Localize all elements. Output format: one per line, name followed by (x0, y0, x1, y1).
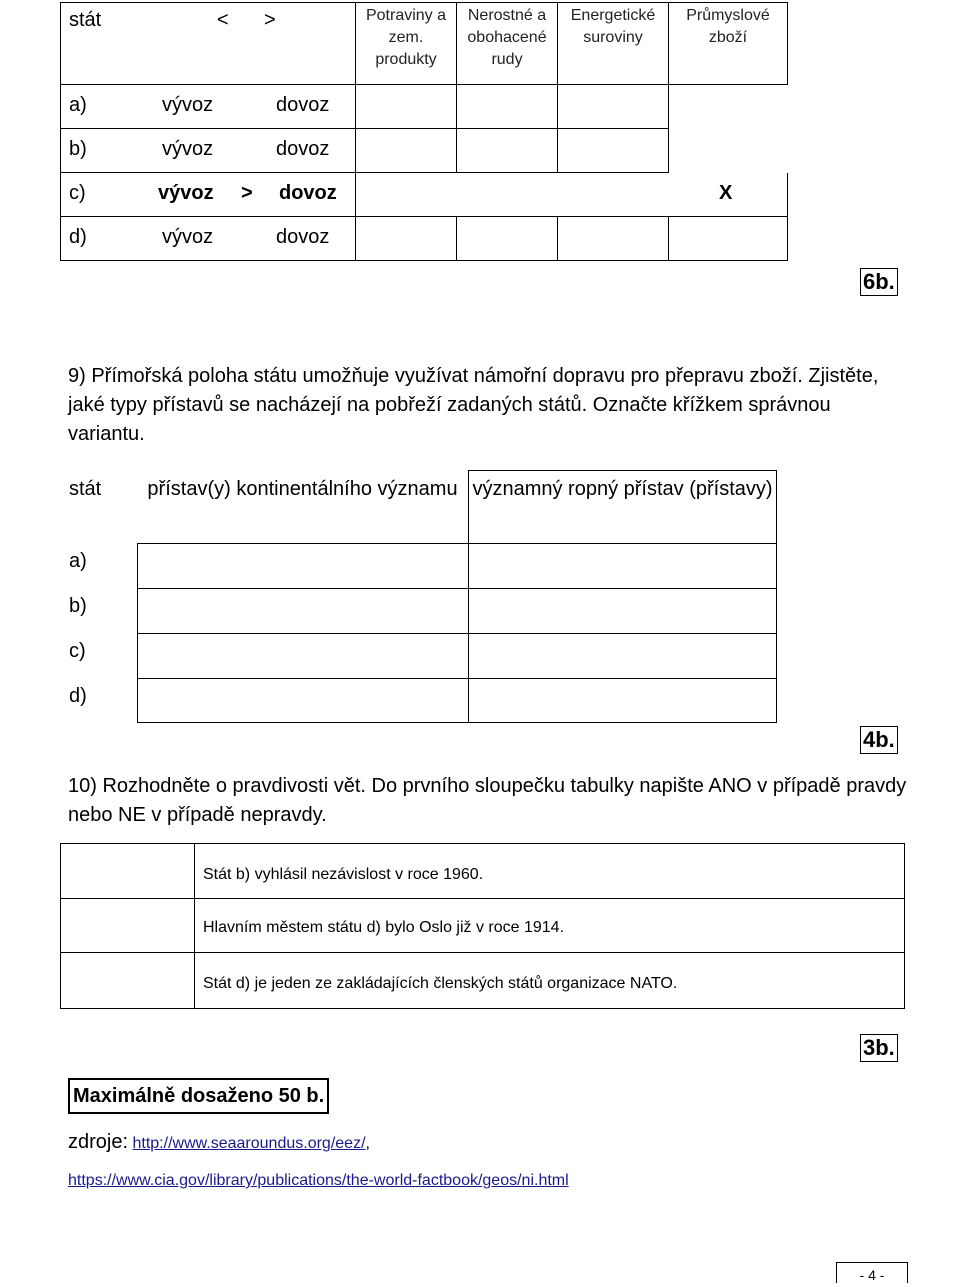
cell-empty (356, 85, 457, 129)
answer-cell[interactable] (61, 844, 195, 899)
sources-line-2 (68, 1172, 569, 1190)
cell-empty (669, 129, 788, 173)
header-lt: < (217, 9, 229, 31)
sources-line (68, 1131, 370, 1154)
ports-row-letter: a) (69, 549, 87, 572)
cell-empty (137, 544, 469, 589)
cell-empty (669, 217, 788, 261)
cell-empty (356, 217, 457, 261)
source-link-2[interactable]: https://www.cia.gov/library/publications/the-world-factbook/geos/ni.html (68, 1172, 569, 1189)
row-vyvoz: vývoz (158, 182, 214, 204)
sources-label: zdroje: (68, 1131, 129, 1153)
cell-empty (137, 679, 469, 723)
cell-empty (469, 544, 777, 589)
cell-empty (457, 129, 558, 173)
sources-separator: , (365, 1135, 370, 1152)
row-relation: > (241, 182, 253, 204)
header-energeticke: Energetické suroviny (558, 3, 669, 85)
row-letter: a) (69, 94, 87, 116)
row-vyvoz: vývoz (162, 226, 214, 248)
ports-header-oil: významný ropný přístav (přístavy) (469, 471, 777, 544)
score-q9: 4b. (860, 726, 898, 754)
header-gt: > (264, 9, 276, 31)
source-link-1[interactable]: http://www.seaaroundus.org/eez/ (132, 1135, 366, 1152)
row-dovoz: dovoz (276, 226, 330, 248)
cell-empty (469, 634, 777, 679)
row-vyvoz: vývoz (162, 94, 214, 116)
truth-table (60, 843, 905, 1009)
row-vyvoz: vývoz (162, 138, 214, 160)
cell-empty (356, 129, 457, 173)
cell-empty (558, 217, 669, 261)
cell-empty (137, 634, 469, 679)
ports-table (60, 470, 777, 723)
trade-row-a (61, 85, 356, 129)
ports-row-letter: b) (69, 594, 87, 617)
answer-cell[interactable] (61, 899, 195, 953)
ports-header-stat: stát (69, 477, 102, 500)
cell-empty (469, 589, 777, 634)
row-letter: c) (69, 182, 86, 204)
trade-row-b (61, 129, 356, 173)
score-q10: 3b. (860, 1034, 898, 1062)
max-points: Maximálně dosaženo 50 b. (68, 1078, 329, 1114)
page-number: - 4 - (836, 1262, 908, 1283)
header-nerostne: Nerostné a obohacené rudy (457, 3, 558, 85)
cell-empty (469, 679, 777, 723)
row-dovoz: dovoz (279, 182, 337, 204)
row-letter: d) (69, 226, 87, 248)
header-potraviny: Potraviny a zem. produkty (356, 3, 457, 85)
ports-row-letter: d) (69, 684, 87, 707)
row-dovoz: dovoz (276, 94, 330, 116)
row-dovoz: dovoz (276, 138, 330, 160)
trade-row-c (61, 173, 356, 217)
cell-empty (457, 217, 558, 261)
ports-header-continental: přístav(y) kontinentálního významu (137, 471, 469, 544)
trade-row-c-mark-cell (356, 173, 788, 217)
row-letter: b) (69, 138, 87, 160)
ports-row-letter: c) (69, 639, 86, 662)
header-stat: stát (69, 9, 102, 31)
q9-text: 9) Přímořská poloha státu umožňuje využívat námořní dopravu pro přepravu zboží. Zjistěte, jaké typy přístavů se nacházejí na pobřeží zadaných států. Označte křížkem správnou variantu. (68, 365, 879, 445)
trade-header-state (61, 3, 356, 85)
trade-table (60, 2, 788, 261)
trade-row-d (61, 217, 356, 261)
cell-empty (558, 129, 669, 173)
statement-1: Stát b) vyhlásil nezávislost v roce 1960. (195, 844, 905, 899)
header-prumyslove: Průmyslové zboží (669, 3, 788, 85)
row-mark: X (719, 182, 733, 204)
q10-text: 10) Rozhodněte o pravdivosti vět. Do prvního sloupečku tabulky napište ANO v případě pravdy nebo NE v případě nepravdy. (68, 775, 907, 826)
cell-empty (457, 85, 558, 129)
cell-empty (137, 589, 469, 634)
statement-2: Hlavním městem státu d) bylo Oslo již v roce 1914. (195, 899, 905, 953)
cell-empty (669, 85, 788, 129)
answer-cell[interactable] (61, 953, 195, 1009)
statement-3: Stát d) je jeden ze zakládajících členských států organizace NATO. (195, 953, 905, 1009)
score-q8: 6b. (860, 268, 898, 296)
cell-empty (558, 85, 669, 129)
